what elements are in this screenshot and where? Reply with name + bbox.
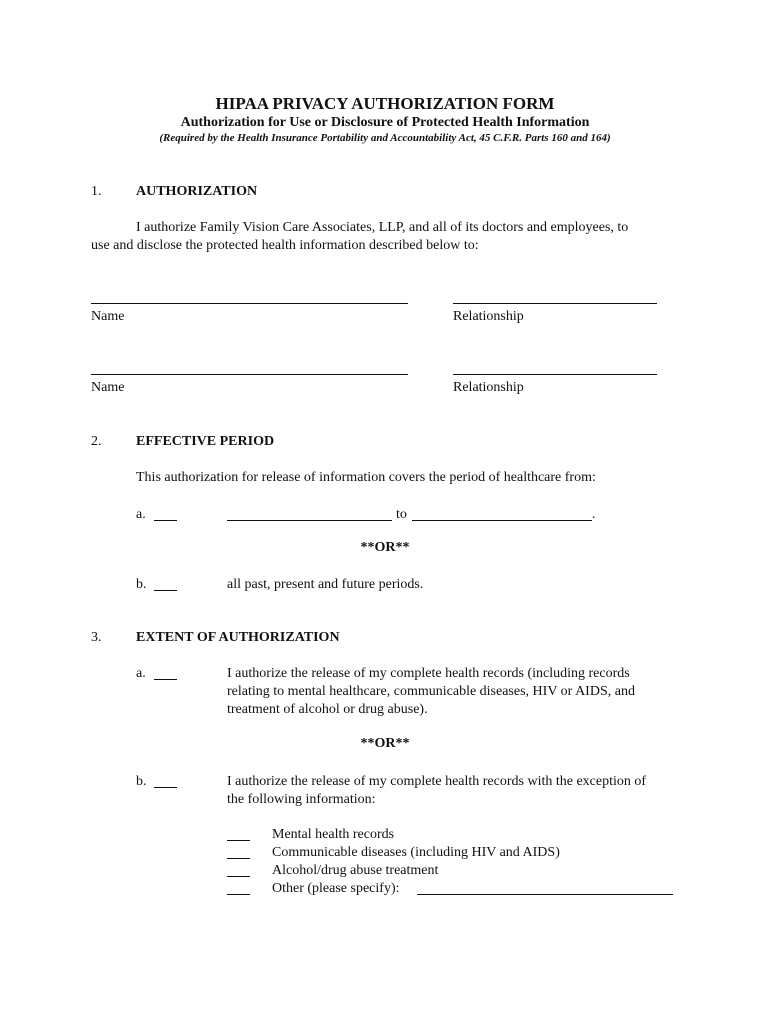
relationship-label-2: Relationship <box>453 380 524 395</box>
form-title: HIPAA PRIVACY AUTHORIZATION FORM <box>215 94 555 113</box>
exception-checkbox-communicable[interactable] <box>227 858 250 859</box>
section1-text-line2: use and disclose the protected health information described below to: <box>91 238 479 253</box>
extent-option-a-line2: relating to mental healthcare, communicable diseases, HIV or AIDS, and <box>227 684 635 699</box>
name-line-2[interactable] <box>91 374 408 375</box>
period-start-field[interactable] <box>227 520 392 521</box>
section1-text-line1: I authorize Family Vision Care Associates, LLP, and all of its doctors and employees, to <box>136 220 629 235</box>
name-line-1[interactable] <box>91 303 408 304</box>
section2-heading: EFFECTIVE PERIOD <box>136 434 275 449</box>
relationship-line-1[interactable] <box>453 303 657 304</box>
period-end-punct: . <box>592 507 596 522</box>
period-option-b-checkbox[interactable] <box>154 590 177 591</box>
period-end-field[interactable] <box>412 520 592 521</box>
exception-label-mental: Mental health records <box>272 827 395 842</box>
exception-label-alcohol: Alcohol/drug abuse treatment <box>272 863 439 878</box>
extent-option-a-line1: I authorize the release of my complete health records (including records <box>227 666 630 681</box>
period-option-b-label: b. <box>136 577 147 592</box>
section1-number: 1. <box>91 184 102 199</box>
exception-checkbox-alcohol[interactable] <box>227 876 250 877</box>
relationship-label-1: Relationship <box>453 309 524 324</box>
form-legal-note: (Required by the Health Insurance Portability and Accountability Act, 45 C.F.R. Parts 160 and 164) <box>159 132 611 144</box>
relationship-line-2[interactable] <box>453 374 657 375</box>
extent-option-a-checkbox[interactable] <box>154 679 177 680</box>
period-to-label: to <box>396 507 407 522</box>
name-label-2: Name <box>91 380 125 395</box>
other-specify-field[interactable] <box>417 894 673 895</box>
extent-option-b-checkbox[interactable] <box>154 787 177 788</box>
extent-option-b-line2: the following information: <box>227 792 376 807</box>
form-subtitle: Authorization for Use or Disclosure of Protected Health Information <box>180 115 590 130</box>
extent-option-b-line1: I authorize the release of my complete health records with the exception of <box>227 774 647 789</box>
extent-option-a-label: a. <box>136 666 146 681</box>
section1-heading: AUTHORIZATION <box>136 184 258 199</box>
extent-option-a-line3: treatment of alcohol or drug abuse). <box>227 702 428 717</box>
section2-text: This authorization for release of information covers the period of healthcare from: <box>136 470 596 485</box>
period-option-a-label: a. <box>136 507 146 522</box>
section3-heading: EXTENT OF AUTHORIZATION <box>136 630 340 645</box>
section3-or: **OR** <box>360 736 410 751</box>
section3-number: 3. <box>91 630 102 645</box>
exception-label-other: Other (please specify): <box>272 881 400 896</box>
section2-number: 2. <box>91 434 102 449</box>
period-option-b-text: all past, present and future periods. <box>227 577 424 592</box>
exception-label-communicable: Communicable diseases (including HIV and AIDS) <box>272 845 560 860</box>
name-label-1: Name <box>91 309 125 324</box>
period-option-a-checkbox[interactable] <box>154 520 177 521</box>
section2-or: **OR** <box>360 540 410 555</box>
exception-checkbox-other[interactable] <box>227 894 250 895</box>
exception-checkbox-mental[interactable] <box>227 840 250 841</box>
extent-option-b-label: b. <box>136 774 147 789</box>
